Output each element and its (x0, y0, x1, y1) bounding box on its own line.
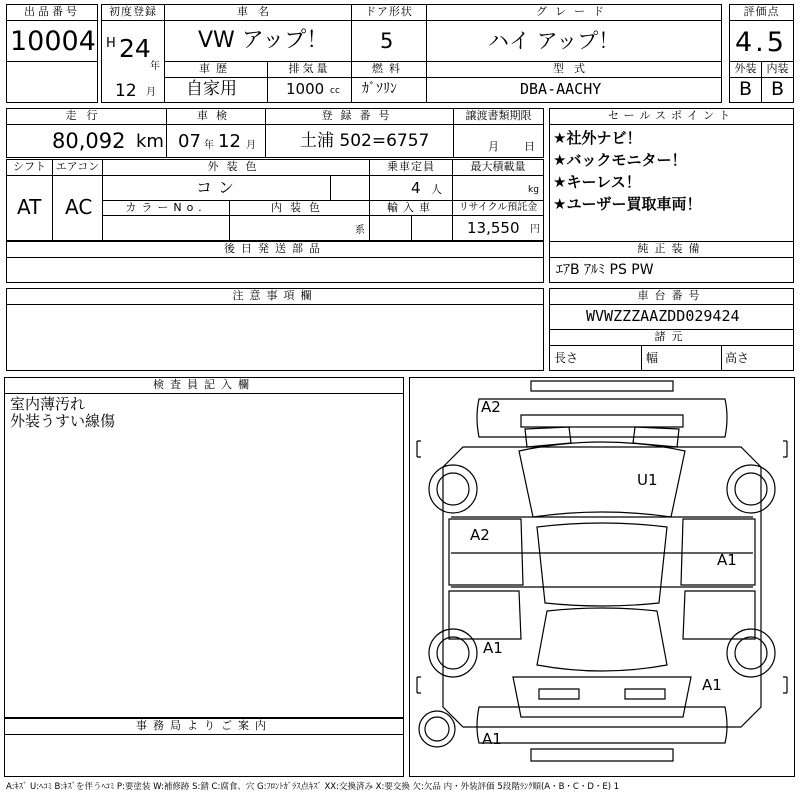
score-label: 評価点 (729, 4, 794, 21)
office-label: 事務局よりご案内 (4, 718, 404, 735)
displacement-unit: cc (330, 86, 340, 96)
mileage: 80,092 (52, 129, 126, 153)
sales-point-3: ★キーレス！ (553, 173, 641, 191)
import-cell-2 (411, 215, 453, 241)
lot-no-label: 出品番号 (6, 4, 98, 21)
wheel-front-right-inner (735, 473, 767, 505)
mileage-unit: km (136, 131, 164, 152)
damage-mark-a2-top: A2 (481, 398, 501, 416)
rear-plate (531, 749, 673, 761)
model-code: DBA-AACHY (520, 80, 602, 98)
exterior-label: 外装 (729, 61, 762, 78)
genuine-label: 純正装備 (549, 241, 794, 258)
color-no-cell (102, 215, 230, 241)
bracket-right-top (783, 441, 787, 457)
sales-point-4: ★ユーザー買取車両！ (553, 195, 702, 213)
shift: AT (17, 195, 42, 219)
genuine: ｴｱB ｱﾙﾐ PS PW (556, 262, 654, 278)
inspection-year: 07 (178, 131, 201, 152)
ac-label: エアコン (52, 159, 103, 176)
ext-color-divider (330, 175, 331, 201)
inspection-year-unit: 年 (204, 140, 214, 151)
inspection-month: 12 (218, 131, 241, 152)
interior-grade: B (771, 78, 785, 100)
capacity-label: 乗車定員 (369, 159, 453, 176)
max-load-unit: kg (528, 185, 539, 195)
front-bumper-shape (531, 381, 673, 391)
ext-color-label: 外装色 (102, 159, 370, 176)
grille-shape (521, 415, 683, 427)
width-label: 幅 (646, 351, 659, 365)
bracket-left-top (417, 441, 421, 457)
first-reg-label: 初度登録 (101, 4, 165, 21)
import-cell-1 (369, 215, 412, 241)
displacement-label: 排気量 (267, 61, 352, 78)
door-label: ドア形状 (351, 4, 427, 21)
office-cell (4, 734, 404, 777)
transfer-month-unit: 月 (488, 140, 499, 153)
damage-mark-a2-left: A2 (470, 526, 490, 544)
transfer-label: 譲渡書類期限 (453, 108, 544, 125)
chassis: WVWZZZAAZDD029424 (586, 307, 740, 325)
ac: AC (65, 195, 93, 219)
first-reg-month-unit: 月 (146, 87, 156, 98)
spare-wheel-inner (425, 717, 449, 741)
history: 自家用 (186, 79, 237, 99)
fuel: ｶﾞｿﾘﾝ (362, 81, 397, 97)
car-diagram (409, 377, 795, 777)
legend: A:ｷｽﾞ U:ﾍｺﾐ B:ｷｽﾞを伴うﾍｺﾐ P:要塗装 W:補修跡 S:錆 C:腐食、穴 G:ﾌﾛﾝﾄｶﾞﾗｽ点ｷｽﾞ XX:交換済み X:要交換 欠:欠品 内・外装評価 5段階ﾗﾝｸ順(A・B・C・D・E) 1 (6, 782, 620, 792)
damage-mark-u1: U1 (637, 471, 658, 489)
mileage-label: 走行 (6, 108, 167, 125)
fuel-label: 燃料 (351, 61, 427, 78)
height-label: 高さ (725, 351, 750, 365)
damage-mark-a1-bottom: A1 (482, 730, 502, 748)
wheel-rear-left-inner (437, 637, 469, 669)
exterior-grade: B (739, 78, 753, 100)
later-parts-cell (6, 257, 544, 283)
history-label: 車歴 (164, 61, 268, 78)
int-color-cell (229, 215, 370, 241)
plate: 土浦 502=6757 (300, 131, 430, 151)
max-load-label: 最大積載量 (452, 159, 544, 176)
wheel-front-right (727, 465, 775, 513)
recycle-unit: 円 (530, 224, 540, 235)
capacity-unit: 人 (431, 183, 442, 196)
lot-no-blank (6, 61, 98, 103)
int-color-unit: 系 (355, 225, 365, 236)
sales-points-label: セールスポイント (549, 108, 794, 125)
rear-window (537, 608, 667, 671)
model-code-label: 型式 (426, 61, 722, 78)
wheel-front-left-inner (437, 473, 469, 505)
first-reg-year: 24 (119, 34, 151, 63)
notes-cell (6, 304, 544, 371)
chassis-label: 車台番号 (549, 288, 794, 305)
recycle: 13,550 (467, 219, 520, 237)
car-name-label: 車名 (164, 4, 352, 21)
score: 4.5 (735, 27, 787, 58)
notes-label: 注意事項欄 (6, 288, 544, 305)
doors: 5 (380, 29, 394, 53)
shift-label: シフト (6, 159, 53, 176)
first-reg-month: 12 (115, 81, 137, 101)
first-reg-era: H (106, 36, 116, 51)
door-right-rear (683, 591, 755, 639)
wheel-rear-left (429, 629, 477, 677)
rear-bumper-shape (477, 707, 727, 743)
later-parts-label: 後日発送部品 (6, 241, 544, 258)
front-hood-outline (477, 399, 727, 437)
rear-light-right (625, 689, 665, 699)
sales-point-1: ★社外ナビ！ (553, 129, 642, 147)
roof (537, 523, 667, 606)
inspection-month-unit: 月 (246, 140, 256, 151)
grade-label: グレード (426, 4, 722, 21)
plate-label: 登録番号 (265, 108, 454, 125)
center-panel (451, 517, 753, 587)
specs-label: 諸元 (549, 329, 794, 346)
length-label: 長さ (554, 351, 579, 365)
int-color-label: 内装色 (229, 200, 370, 216)
capacity: 4 (411, 179, 421, 197)
first-reg-year-unit: 年 (150, 61, 160, 72)
inspector-note-1: 室内薄汚れ (10, 395, 86, 413)
inspector-label: 検査員記入欄 (4, 377, 404, 394)
interior-label: 内装 (761, 61, 794, 78)
recycle-label: リサイクル預託金 (452, 200, 544, 216)
displacement: 1000 (286, 80, 325, 98)
door-left-rear (449, 591, 521, 639)
wheel-front-left (429, 465, 477, 513)
import-label: 輸入車 (369, 200, 453, 216)
damage-mark-a1-right: A1 (717, 551, 737, 569)
ext-color: コン (196, 178, 241, 197)
tailgate (513, 677, 691, 717)
car-name: VW アップ！ (198, 28, 329, 53)
rear-light-left (539, 689, 579, 699)
damage-mark-a1-right-rear: A1 (702, 676, 722, 694)
lot-no: 10004 (10, 26, 96, 57)
inspector-note-2: 外装うすい線傷 (10, 412, 116, 430)
wheel-rear-right-inner (735, 637, 767, 669)
windshield (519, 442, 685, 517)
sales-point-2: ★バックモニター！ (553, 151, 687, 169)
bracket-right-bottom (783, 677, 787, 693)
wheel-rear-right (727, 629, 775, 677)
grade: ハイ アップ！ (488, 29, 620, 53)
transfer-day-unit: 日 (524, 140, 535, 153)
damage-mark-a1-left: A1 (483, 639, 503, 657)
inspector-cell (4, 393, 404, 718)
color-no-label: カラーNo. (102, 200, 230, 216)
bracket-left-bottom (417, 677, 421, 693)
inspection-label: 車検 (166, 108, 266, 125)
